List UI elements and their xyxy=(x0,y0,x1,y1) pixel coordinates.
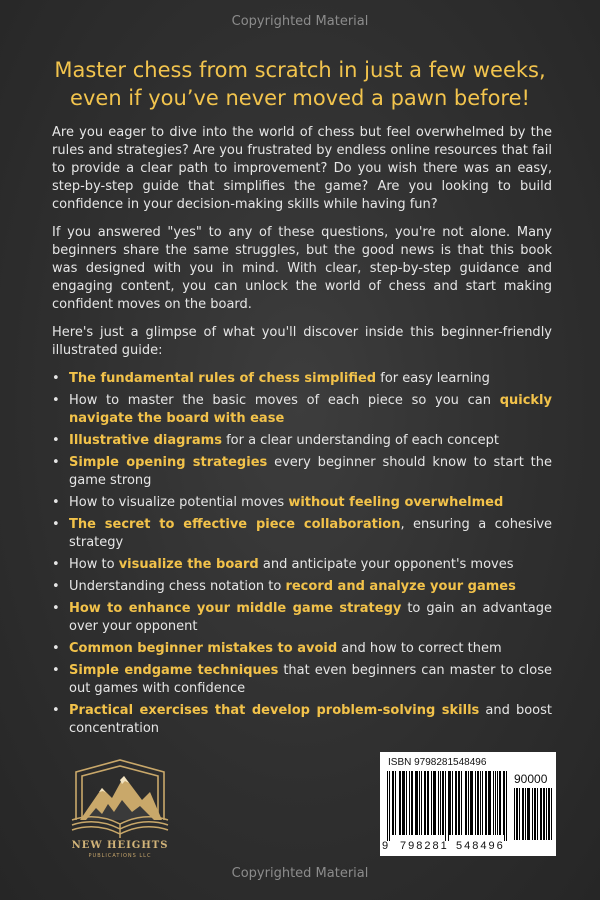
highlighted-phrase: Simple endgame techniques xyxy=(69,663,279,678)
price-barcode-stripe xyxy=(535,788,536,840)
barcode-stripe xyxy=(416,771,417,835)
price-barcode-stripe xyxy=(523,788,524,840)
barcode-right-digits: 548496 xyxy=(456,840,505,852)
list-item: • Illustrative diagrams for a clear understanding of each concept xyxy=(52,432,552,450)
highlighted-phrase: Illustrative diagrams xyxy=(69,433,222,448)
barcode-stripe xyxy=(445,771,446,841)
publisher-subtitle: PUBLICATIONS LLC xyxy=(88,853,152,859)
barcode-stripe xyxy=(493,771,494,835)
barcode-stripe xyxy=(497,771,498,835)
list-item: • How to master the basic moves of each piece so you can quickly navigate the board with ease xyxy=(52,392,552,428)
publisher-logo xyxy=(62,754,178,864)
highlighted-phrase: Common beginner mistakes to avoid xyxy=(69,641,338,656)
price-barcode-stripe xyxy=(549,788,550,840)
barcode-bars xyxy=(387,771,507,841)
price-barcode-stripe xyxy=(534,788,535,840)
barcode-stripe xyxy=(403,771,404,835)
price-barcode-bars xyxy=(514,788,552,840)
list-item: • Common beginner mistakes to avoid and how to correct them xyxy=(52,640,552,658)
barcode-stripe xyxy=(477,771,478,835)
barcode-stripe xyxy=(482,771,483,835)
publisher-name: NEW HEIGHTS xyxy=(71,840,169,851)
price-barcode-stripe xyxy=(546,788,547,840)
intro-paragraph: Are you eager to dive into the world of chess but feel overwhelmed by the rules and strategies? Are you frustrated by endless online resources that fail to provide a clear path to improvement? Do you wish there was an easy, step-by-step guide that simplifies the game? Are you looking to build confidence in your decision-making skills while having fun? xyxy=(52,125,552,212)
headline-line-2: even if you’ve never moved a pawn before! xyxy=(70,86,530,110)
copyright-watermark-bottom: Copyrighted Material xyxy=(231,866,369,881)
barcode-stripe xyxy=(399,771,400,835)
barcode-stripe xyxy=(424,771,425,835)
list-item: • How to visualize potential moves without feeling overwhelmed xyxy=(52,494,552,512)
headline-line-1: Master chess from scratch in just a few weeks, xyxy=(54,58,546,82)
barcode-stripe xyxy=(438,771,439,835)
barcode-stripe xyxy=(434,771,435,835)
barcode-stripe xyxy=(421,771,422,835)
barcode-stripe xyxy=(472,771,473,835)
barcode-stripe xyxy=(488,771,489,835)
barcode-stripe xyxy=(461,771,462,835)
price-barcode-stripe xyxy=(522,788,523,840)
highlighted-phrase: How to enhance your middle game strategy xyxy=(69,601,402,616)
barcode-stripe xyxy=(466,771,467,835)
barcode-stripe xyxy=(393,771,394,835)
barcode-stripe xyxy=(500,771,501,835)
price-barcode-stripe xyxy=(537,788,538,840)
highlighted-phrase: visualize the board xyxy=(118,557,259,572)
list-item: • Understanding chess notation to record and analyze your games xyxy=(52,578,552,596)
price-barcode-stripe xyxy=(540,788,541,840)
list-item: • The secret to effective piece collaboration, ensuring a cohesive strategy xyxy=(52,516,552,552)
highlighted-phrase: Simple opening strategies xyxy=(69,455,268,470)
barcode-stripe xyxy=(442,771,443,835)
list-item: • Practical exercises that develop problem-solving skills and boost concentration xyxy=(52,702,552,738)
back-cover-description xyxy=(52,124,552,742)
barcode-stripe xyxy=(443,771,444,835)
list-item: • Simple opening strategies every beginner should know to start the game strong xyxy=(52,454,552,490)
isbn-barcode xyxy=(380,752,556,856)
barcode-stripe xyxy=(395,771,396,835)
barcode-stripe xyxy=(475,771,476,835)
list-item: • How to visualize the board and anticipate your opponent's moves xyxy=(52,556,552,574)
barcode-stripe xyxy=(419,771,420,835)
barcode-stripe xyxy=(499,771,500,835)
barcode-stripe xyxy=(415,771,416,835)
price-barcode-stripe xyxy=(517,788,518,840)
barcode-stripe xyxy=(456,771,457,835)
barcode-stripe xyxy=(503,771,504,835)
barcode-stripe xyxy=(427,771,428,835)
price-barcode-stripe xyxy=(543,788,544,840)
barcode-stripe xyxy=(425,771,426,835)
barcode-stripe xyxy=(435,771,436,835)
price-barcode-stripe xyxy=(548,788,549,840)
reassurance-paragraph: If you answered "yes" to any of these questions, you're not alone. Many beginners share the same struggles, but the good news is that this book was designed with you in mind. With clear, step-by-step guidance and engaging content, you can unlock the world of chess and start making confident moves on the board. xyxy=(52,225,552,312)
barcode-stripe xyxy=(452,771,453,835)
barcode-stripe xyxy=(440,771,441,835)
barcode-stripe xyxy=(448,771,449,841)
isbn-label: ISBN 9798281548496 xyxy=(388,757,487,768)
barcode-stripe xyxy=(478,771,479,835)
barcode-stripe xyxy=(459,771,460,835)
price-barcode-stripe xyxy=(551,788,552,840)
barcode-stripe xyxy=(412,771,413,835)
price-barcode-stripe xyxy=(532,788,533,840)
price-barcode-stripe xyxy=(541,788,542,840)
highlighted-phrase: The fundamental rules of chess simplified xyxy=(69,371,377,386)
price-barcode-stripe xyxy=(527,788,528,840)
headline xyxy=(40,56,560,112)
barcode-stripe xyxy=(458,771,459,835)
barcode-stripe xyxy=(400,771,401,835)
feature-list xyxy=(52,370,552,738)
barcode-stripe xyxy=(455,771,456,835)
price-barcode-stripe xyxy=(529,788,530,840)
barcode-lead-digit: 9 xyxy=(382,840,389,852)
barcode-stripe xyxy=(392,771,393,835)
barcode-stripe xyxy=(489,771,490,835)
highlighted-phrase: without feeling overwhelmed xyxy=(288,495,504,510)
barcode-stripe xyxy=(506,771,507,841)
glimpse-paragraph: Here's just a glimpse of what you'll discover inside this beginner-friendly illustrated guide: xyxy=(52,325,552,358)
barcode-stripe xyxy=(490,771,491,835)
barcode-stripe xyxy=(411,771,412,835)
barcode-stripe xyxy=(449,771,450,835)
price-barcode-stripe xyxy=(528,788,529,840)
highlighted-phrase: Practical exercises that develop problem-solving skills xyxy=(69,703,480,718)
barcode-stripe xyxy=(485,771,486,835)
barcode-stripe xyxy=(402,771,403,835)
barcode-stripe xyxy=(389,771,390,841)
barcode-stripe xyxy=(450,771,451,835)
barcode-left-digits: 798281 xyxy=(400,840,449,852)
list-item: • The fundamental rules of chess simplified for easy learning xyxy=(52,370,552,388)
barcode-stripe xyxy=(486,771,487,835)
barcode-stripe xyxy=(387,771,388,841)
price-barcode-stripe xyxy=(519,788,520,840)
barcode-stripe xyxy=(431,771,432,835)
barcode-stripe xyxy=(417,771,418,835)
mountain-book-icon xyxy=(62,754,178,842)
barcode-stripe xyxy=(428,771,429,835)
price-barcode-stripe xyxy=(516,788,517,840)
barcode-stripe xyxy=(404,771,405,835)
price-code: 90000 xyxy=(514,772,548,786)
price-barcode-stripe xyxy=(544,788,545,840)
barcode-stripe xyxy=(504,771,505,841)
copyright-watermark-top: Copyrighted Material xyxy=(231,14,369,29)
list-item: • How to enhance your middle game strategy to gain an advantage over your opponent xyxy=(52,600,552,636)
barcode-stripe xyxy=(433,771,434,835)
barcode-stripe xyxy=(480,771,481,835)
barcode-stripe xyxy=(409,771,410,835)
highlighted-phrase: The secret to effective piece collaboration xyxy=(69,517,401,532)
price-barcode-stripe xyxy=(514,788,515,840)
barcode-stripe xyxy=(468,771,469,835)
barcode-stripe xyxy=(471,771,472,835)
barcode-stripe xyxy=(470,771,471,835)
barcode-stripe xyxy=(465,771,466,835)
highlighted-phrase: record and analyze your games xyxy=(285,579,516,594)
barcode-stripe xyxy=(495,771,496,835)
list-item: • Simple endgame techniques that even beginners can master to close out games with confidence xyxy=(52,662,552,698)
highlighted-phrase: quickly navigate the board with ease xyxy=(69,393,552,426)
price-barcode-stripe xyxy=(525,788,526,840)
barcode-stripe xyxy=(406,771,407,835)
